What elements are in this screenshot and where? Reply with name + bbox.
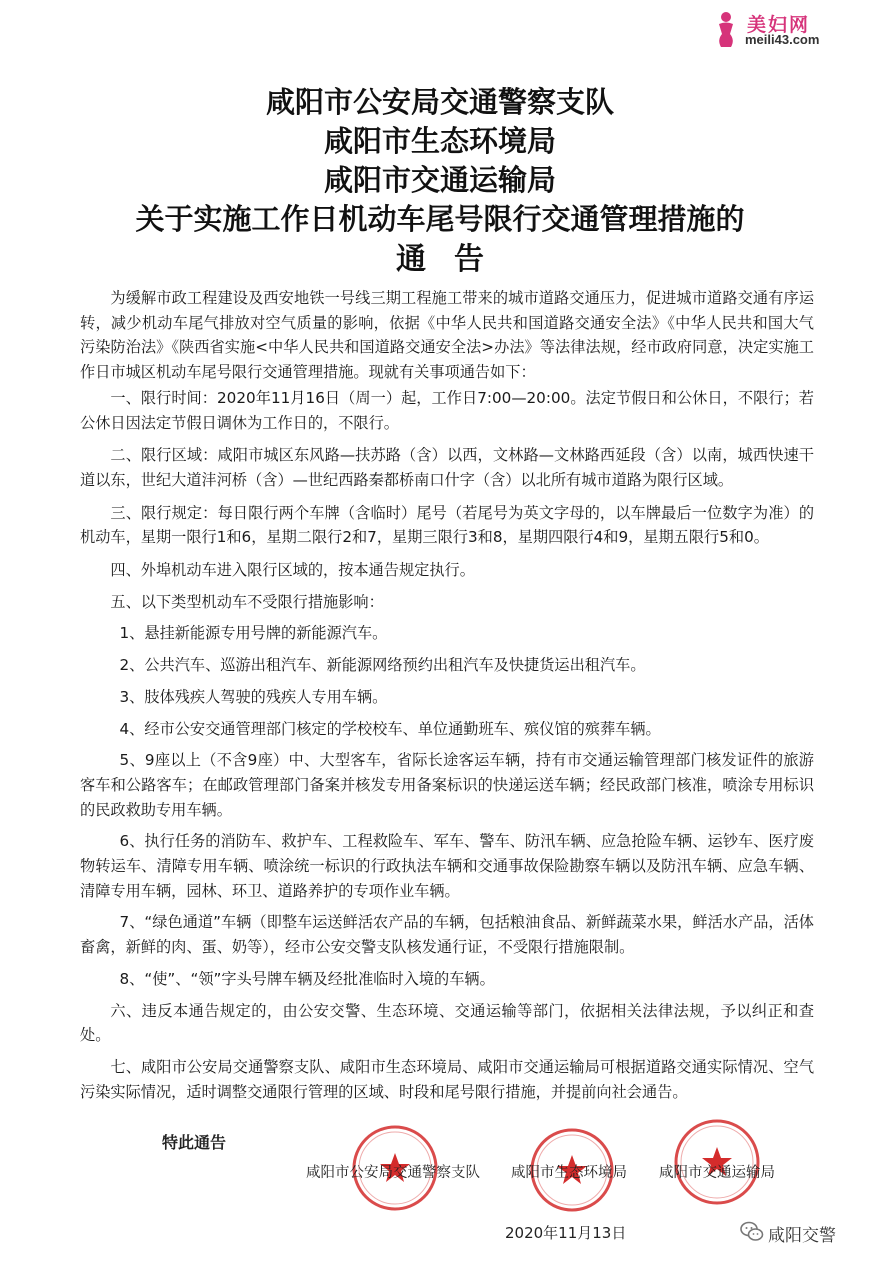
signature-transport-bureau: 咸阳市交通运输局 xyxy=(659,1165,775,1181)
item-3-paragraph: 三、限行规定：每日限行两个车牌（含临时）尾号（若尾号为英文字母的，以车牌最后一位数字为准）的机动车，星期一限行1和6，星期二限行2和7，星期三限行3和8，星期四限行4和9，星期五限行5和0。 xyxy=(80,503,814,547)
notice-body xyxy=(80,286,814,1104)
issuer-ecology-bureau: 咸阳市生态环境局 xyxy=(323,124,556,158)
issuer-transport-bureau: 咸阳市交通运输局 xyxy=(323,163,556,197)
notice-title: 通告 xyxy=(396,242,512,277)
sub-item-2: 2、公共汽车、巡游出租汽车、新能源网络预约出租汽车及快捷货运出租汽车。 xyxy=(119,656,646,675)
issuer-traffic-police: 咸阳市公安局交通警察支队 xyxy=(265,85,614,119)
watermark-title: 美妇网 xyxy=(747,14,811,36)
woman-silhouette-icon xyxy=(709,10,743,48)
wechat-account-name: 咸阳交警 xyxy=(768,1226,836,1246)
item-1-paragraph: 一、限行时间：2020年11月16日（周一）起，工作日7:00—20:00。法定节假日和公休日，不限行；若公休日因法定节假日调休为工作日的，不限行。 xyxy=(80,388,814,432)
document-header xyxy=(0,83,880,279)
item-4-paragraph: 四、外埠机动车进入限行区域的，按本通告规定执行。 xyxy=(110,561,475,580)
sub-item-7: 7、“绿色通道”车辆（即整车运送鲜活农产品的车辆，包括粮油食品、新鲜蔬菜水果，鲜活水产品，活体畜禽，新鲜的肉、蛋、奶等），经市公安交警支队核发通行证，不受限行措施限制。 xyxy=(80,913,814,957)
sub-item-5: 5、9座以上（不含9座）中、大型客车，省际长途客运车辆，持有市交通运输管理部门核发证件的旅游客车和公路客车；在邮政管理部门备案并核发专用备案标识的快递运送车辆；经民政部门核准，喷涂专用标识的民政救助专用车辆。 xyxy=(80,751,814,819)
signature-traffic-police: 咸阳市公安局交通警察支队 xyxy=(306,1165,480,1181)
signature-ecology-bureau: 咸阳市生态环境局 xyxy=(511,1165,627,1181)
wechat-icon xyxy=(740,1221,764,1243)
site-watermark xyxy=(705,8,875,50)
issue-date: 2020年11月13日 xyxy=(505,1224,627,1242)
sub-item-8: 8、“使”、“领”字头号牌车辆及经批准临时入境的车辆。 xyxy=(119,969,495,988)
wechat-account-watermark xyxy=(740,1219,870,1249)
sub-item-1: 1、悬挂新能源专用号牌的新能源汽车。 xyxy=(119,624,388,643)
sub-item-6: 6、执行任务的消防车、救护车、工程救险车、军车、警车、防汛车辆、应急抢险车辆、运钞车、医疗废物转运车、清障专用车辆、喷涂统一标识的行政执法车辆和交通事故保险勘察车辆以及防汛车辆、应急车辆、清障专用车辆，园林、环卫、道路养护的专项作业车辆。 xyxy=(80,832,814,900)
sub-item-4: 4、经市公安交通管理部门核定的学校校车、单位通勤班车、殡仪馆的殡葬车辆。 xyxy=(119,719,661,738)
item-5-paragraph: 五、以下类型机动车不受限行措施影响： xyxy=(110,592,384,611)
closing-phrase: 特此通告 xyxy=(162,1133,227,1152)
item-7-paragraph: 七、咸阳市公安局交通警察支队、咸阳市生态环境局、咸阳市交通运输局可根据道路交通实际情况、空气污染实际情况，适时调整交通限行管理的区域、时段和尾号限行措施，并提前向社会通告。 xyxy=(80,1057,814,1101)
intro-paragraph: 为缓解市政工程建设及西安地铁一号线三期工程施工带来的城市道路交通压力，促进城市道路交通有序运转，减少机动车尾气排放对空气质量的影响，依据《中华人民共和国道路交通安全法》《中华人民共和国大气污染防治法》《陕西省实施<中华人民共和国道路交通安全法>办法》等法律法规，经市政府同意，决定实施工作日市城区机动车尾号限行交通管理措施。现就有关事项通告如下： xyxy=(80,289,814,382)
sub-item-3: 3、肢体残疾人驾驶的残疾人专用车辆。 xyxy=(119,687,388,706)
notice-subject: 关于实施工作日机动车尾号限行交通管理措施的 xyxy=(135,202,745,236)
watermark-url: meili43.com xyxy=(745,32,820,47)
item-6-paragraph: 六、违反本通告规定的，由公安交警、生态环境、交通运输等部门，依据相关法律法规，予以纠正和查处。 xyxy=(80,1001,814,1045)
item-2-paragraph: 二、限行区域：咸阳市城区东风路—扶苏路（含）以西，文林路—文林路西延段（含）以南，城西快速干道以东，世纪大道沣河桥（含）—世纪西路秦都桥南口什字（含）以北所有城市道路为限行区域。 xyxy=(80,446,814,489)
